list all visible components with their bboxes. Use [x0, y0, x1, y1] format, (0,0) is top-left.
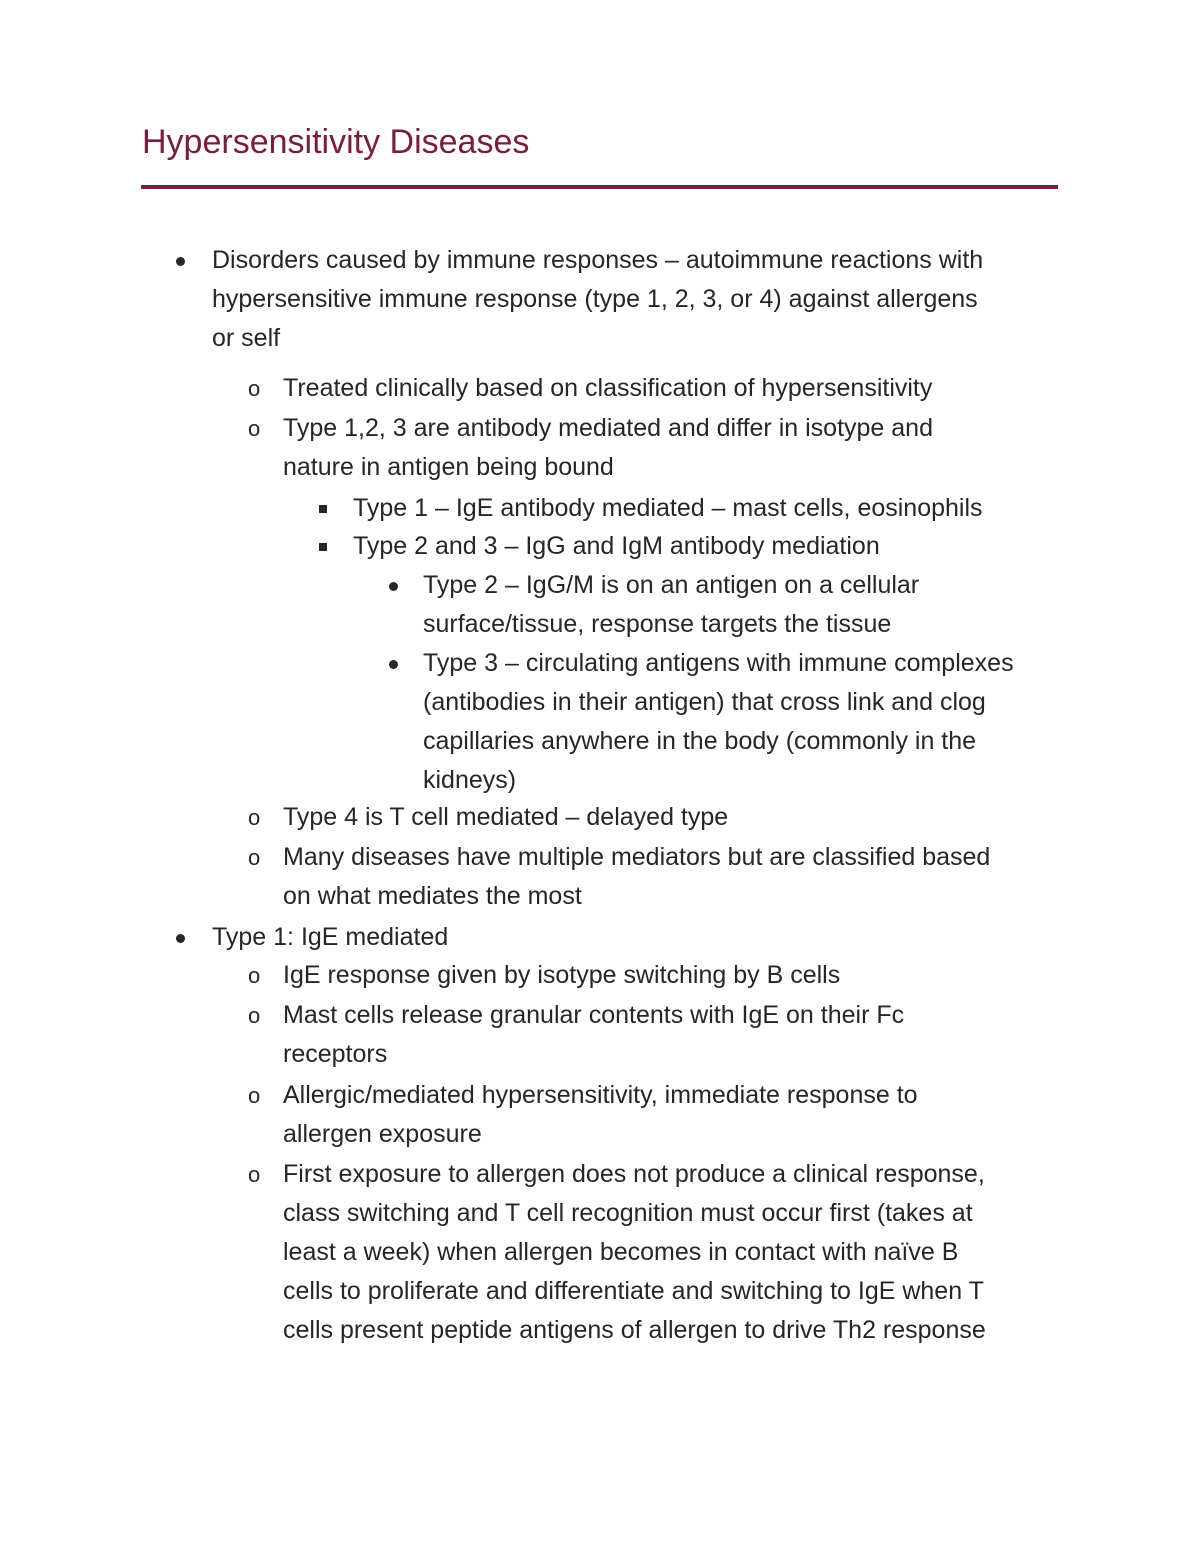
list-item-text-line: capillaries anywhere in the body (commonly in the [423, 727, 977, 755]
list-item-text-line: least a week) when allergen becomes in contact with naïve B [283, 1238, 959, 1266]
list-item-text-line: Many diseases have multiple mediators but are classified based [283, 843, 991, 871]
list-item-text-line: Type 2 – IgG/M is on an antigen on a cellular [423, 571, 920, 599]
circle-bullet-icon: o [248, 376, 261, 401]
list-item-text-line: Mast cells release granular contents with IgE on their Fc [283, 1001, 905, 1029]
title-divider [141, 185, 1058, 189]
list-item-text-line: cells present peptide antigens of allergen to drive Th2 response [283, 1316, 986, 1344]
list-item-text-line: allergen exposure [283, 1120, 482, 1148]
list-item-text-line: hypersensitive immune response (type 1, 2, 3, or 4) against allergens [212, 285, 978, 313]
list-item-text-line: cells to proliferate and differentiate and switching to IgE when T [283, 1277, 984, 1305]
list-item-text-line: Type 1: IgE mediated [212, 923, 449, 951]
dot-bullet-icon [176, 934, 185, 943]
list-item-text-line: nature in antigen being bound [283, 453, 614, 481]
list-item-text-line: (antibodies in their antigen) that cross link and clog [423, 688, 986, 716]
list-item-text-line: IgE response given by isotype switching by B cells [283, 961, 841, 989]
circle-bullet-icon: o [248, 1003, 261, 1028]
list-item-text-line: Type 1,2, 3 are antibody mediated and differ in isotype and [283, 414, 933, 442]
square-bullet-icon [319, 505, 327, 513]
list-item-text-line: receptors [283, 1040, 388, 1068]
list-item-text-line: Type 1 – IgE antibody mediated – mast cells, eosinophils [353, 494, 983, 522]
list-item-text-line: or self [212, 324, 281, 352]
list-item-text-line: surface/tissue, response targets the tissue [423, 610, 892, 638]
circle-bullet-icon: o [248, 845, 261, 870]
list-item-text-line: Type 3 – circulating antigens with immune complexes [423, 649, 1014, 677]
circle-bullet-icon: o [248, 963, 261, 988]
dot-bullet-icon [176, 257, 185, 266]
circle-bullet-icon: o [248, 416, 261, 441]
list-item-text-line: Disorders caused by immune responses – autoimmune reactions with [212, 246, 984, 274]
circle-bullet-icon: o [248, 805, 261, 830]
list-item-text-line: class switching and T cell recognition must occur first (takes at [283, 1199, 973, 1227]
list-item-text-line: on what mediates the most [283, 882, 582, 910]
dot-bullet-icon [389, 660, 398, 669]
circle-bullet-icon: o [248, 1162, 261, 1187]
circle-bullet-icon: o [248, 1083, 261, 1108]
page-title: Hypersensitivity Diseases [142, 123, 530, 161]
list-item-text-line: kidneys) [423, 766, 517, 794]
dot-bullet-icon [389, 582, 398, 591]
square-bullet-icon [319, 543, 327, 551]
list-item-text-line: Treated clinically based on classification of hypersensitivity [283, 374, 933, 402]
list-item-text-line: Type 4 is T cell mediated – delayed type [283, 803, 729, 831]
list-item-text-line: First exposure to allergen does not produce a clinical response, [283, 1160, 985, 1188]
list-item-text-line: Allergic/mediated hypersensitivity, immediate response to [283, 1081, 918, 1109]
list-item-text-line: Type 2 and 3 – IgG and IgM antibody mediation [353, 532, 880, 560]
